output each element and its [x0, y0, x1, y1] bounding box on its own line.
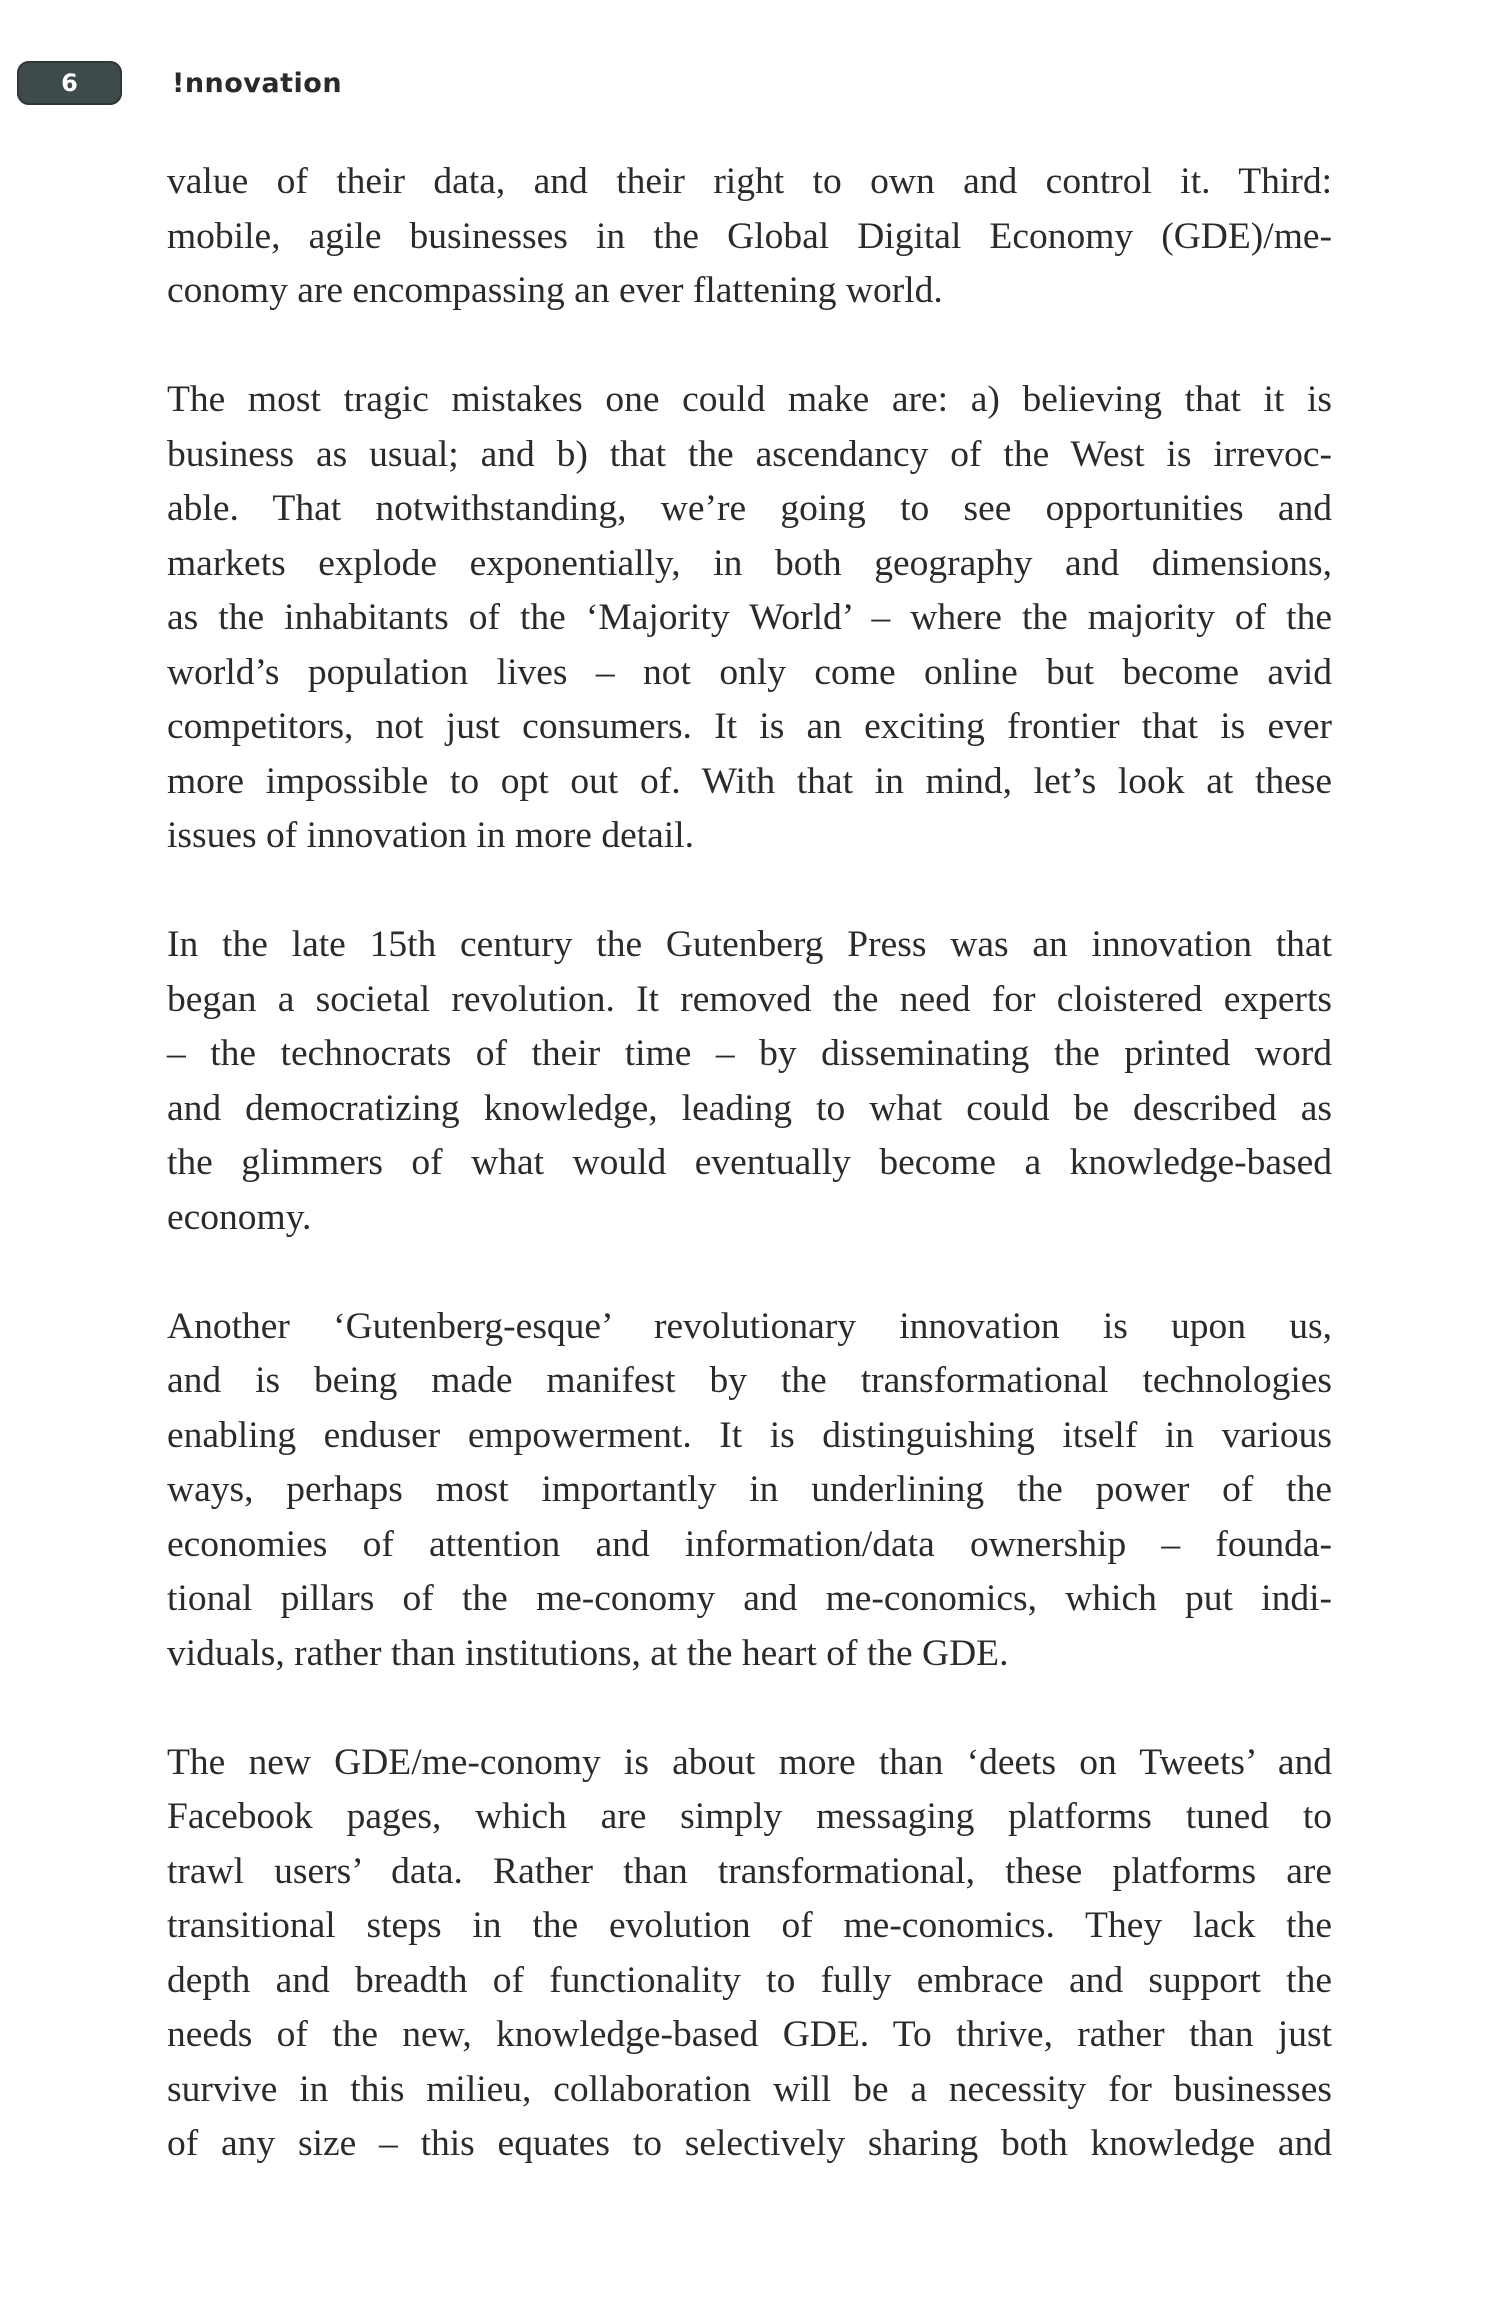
text-line: In the late 15th century the Gutenberg Press was an innovation that: [167, 924, 1332, 965]
text-line: Another ‘Gutenberg-esque’ revolutionary innovation is upon us,: [167, 1305, 1332, 1347]
body-text: [167, 155, 1332, 2226]
text-line: The new GDE/me-conomy is about more than ‘deets on Tweets’ and: [167, 1741, 1332, 1783]
text-line: The most tragic mistakes one could make are: a) believing that it is: [167, 379, 1332, 420]
text-line: and democratizing knowledge, leading to what could be described as: [167, 1087, 1332, 1129]
text-line: able. That notwithstanding, we’re going to see opportunities and: [167, 488, 1332, 529]
text-line: survive in this milieu, collaboration will be a necessity for businesses: [167, 2068, 1332, 2110]
text-line: – the technocrats of their time – by disseminating the printed word: [167, 1033, 1332, 1074]
text-line: competitors, not just consumers. It is an exciting frontier that is ever: [167, 706, 1332, 747]
text-line: trawl users’ data. Rather than transformational, these platforms are: [167, 1850, 1332, 1892]
paragraph: [167, 155, 1332, 319]
text-line: viduals, rather than institutions, at the heart of the GDE.: [167, 1632, 1009, 1674]
text-line: depth and breadth of functionality to fully embrace and support the: [167, 1959, 1332, 2001]
text-line: issues of innovation in more detail.: [167, 815, 694, 856]
running-head: [17, 60, 342, 106]
text-line: Facebook pages, which are simply messaging platforms tuned to: [167, 1796, 1332, 1837]
paragraph: [167, 918, 1332, 1245]
paragraph: [167, 1300, 1332, 1682]
section-title: !nnovation: [172, 67, 343, 99]
text-line: transitional steps in the evolution of me-conomics. They lack the: [167, 1905, 1332, 1946]
text-line: value of their data, and their right to own and control it. Third:: [167, 161, 1332, 202]
text-line: of any size – this equates to selectively sharing both knowledge and: [167, 2123, 1332, 2164]
text-line: business as usual; and b) that the ascendancy of the West is irrevoc-: [167, 433, 1332, 475]
page-number-badge: [17, 61, 122, 105]
text-line: world’s population lives – not only come online but become avid: [167, 651, 1332, 693]
text-line: ways, perhaps most importantly in underlining the power of the: [167, 1469, 1332, 1510]
text-line: enabling enduser empowerment. It is distinguishing itself in various: [167, 1414, 1332, 1456]
text-line: as the inhabitants of the ‘Majority World’ – where the majority of the: [167, 597, 1332, 638]
text-line: and is being made manifest by the transformational technologies: [167, 1360, 1332, 1401]
text-line: tional pillars of the me-conomy and me-conomics, which put indi-: [167, 1578, 1332, 1619]
text-line: began a societal revolution. It removed the need for cloistered experts: [167, 978, 1332, 1020]
text-line: needs of the new, knowledge-based GDE. To thrive, rather than just: [167, 2014, 1332, 2055]
text-line: mobile, agile businesses in the Global Digital Economy (GDE)/me-: [167, 215, 1332, 257]
text-line: conomy are encompassing an ever flattening world.: [167, 270, 943, 311]
text-line: markets explode exponentially, in both geography and dimensions,: [167, 542, 1332, 584]
paragraph: [167, 1736, 1332, 2172]
text-line: more impossible to opt out of. With that in mind, let’s look at these: [167, 760, 1332, 802]
page-number: 6: [61, 69, 78, 97]
text-line: economies of attention and information/data ownership – founda-: [167, 1523, 1332, 1565]
text-line: the glimmers of what would eventually become a knowledge-based: [167, 1142, 1332, 1183]
text-line: economy.: [167, 1196, 312, 1238]
paragraph: [167, 373, 1332, 864]
